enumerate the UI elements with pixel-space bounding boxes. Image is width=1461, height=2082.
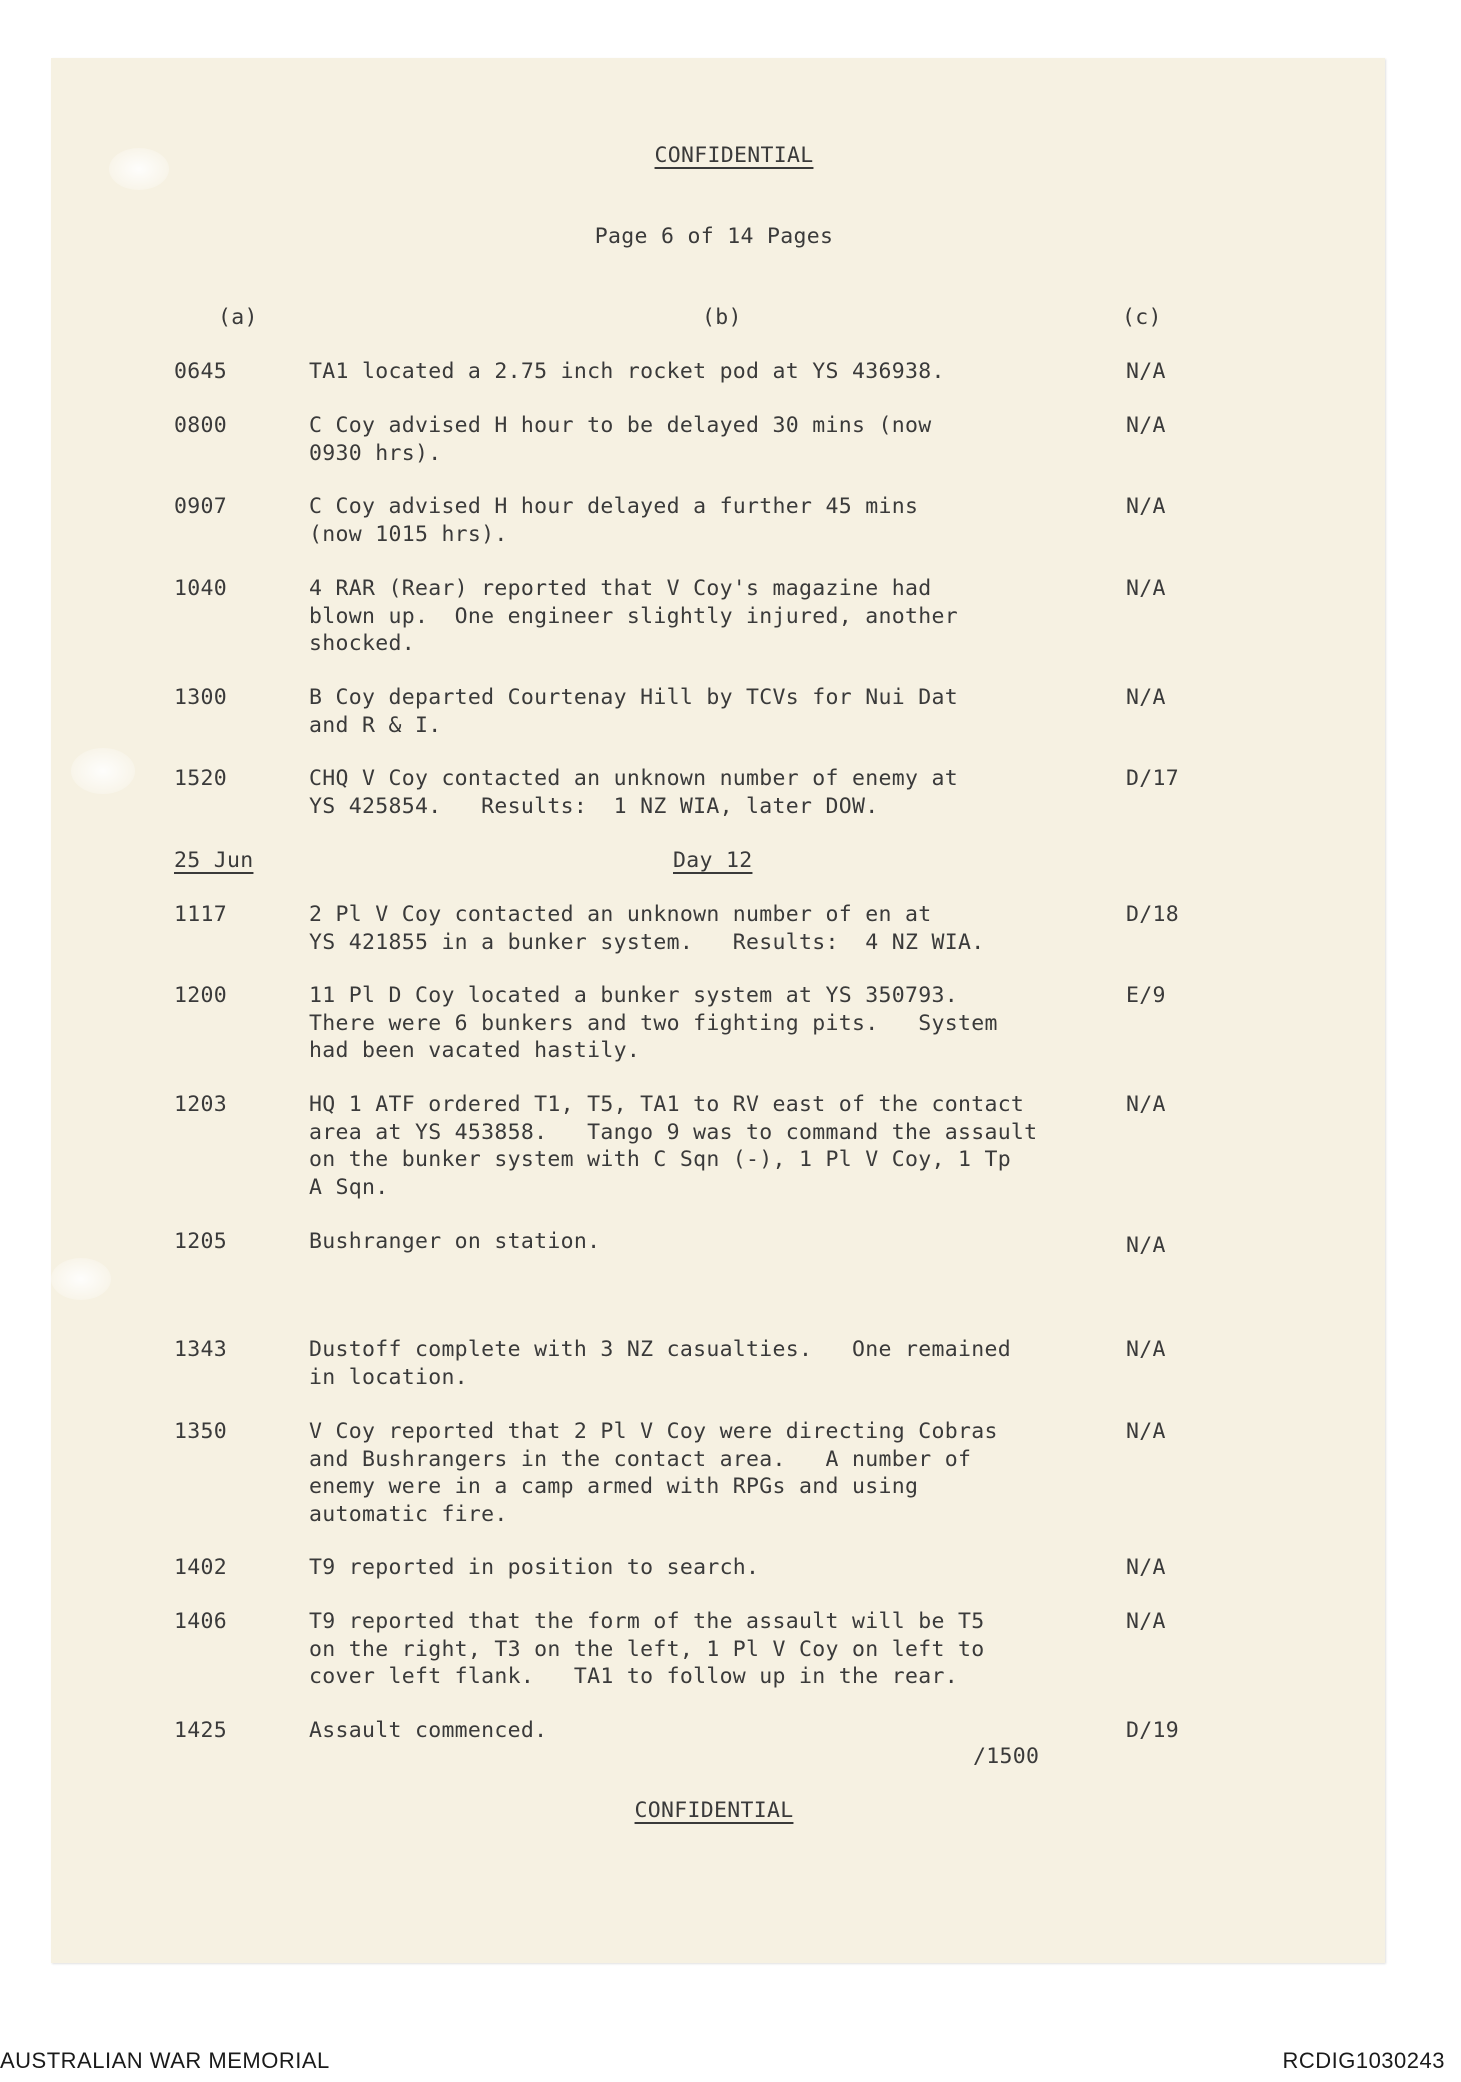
entry-text: V Coy reported that 2 Pl V Coy were directing Cobras and Bushrangers in the contact area. A number of enemy were in a camp armed with RPGs and using automatic fire. xyxy=(309,1419,998,1527)
paper-mark xyxy=(51,1258,111,1300)
column-header-b: (b) xyxy=(702,305,742,330)
entry-ref: E/9 xyxy=(1126,983,1166,1008)
entry-time: 0800 xyxy=(174,413,227,438)
entry-time: 1350 xyxy=(174,1419,227,1444)
entry-ref: N/A xyxy=(1126,1555,1166,1580)
entry-text: Dustoff complete with 3 NZ casualties. One remained in location. xyxy=(309,1337,1011,1390)
entry-ref: D/19 xyxy=(1126,1718,1179,1743)
entry-text: 11 Pl D Coy located a bunker system at YS 350793. There were 6 bunkers and two fighting pits. System had been vacated hastily. xyxy=(309,983,998,1063)
entry-ref: N/A xyxy=(1126,1337,1166,1362)
continuation-marker: /1500 xyxy=(973,1744,1040,1769)
day-label: Day 12 xyxy=(673,848,753,873)
entry-text: TA1 located a 2.75 inch rocket pod at YS 436938. xyxy=(309,359,945,384)
entry-text: CHQ V Coy contacted an unknown number of enemy at YS 425854. Results: 1 NZ WIA, later DOW. xyxy=(309,766,958,819)
entry-time: 1425 xyxy=(174,1718,227,1743)
entry-time: 1406 xyxy=(174,1609,227,1634)
entry-text: Assault commenced. xyxy=(309,1718,548,1743)
entry-time: 1300 xyxy=(174,685,227,710)
entry-ref: N/A xyxy=(1126,413,1166,438)
entry-time: 1343 xyxy=(174,1337,227,1362)
entry-time: 1200 xyxy=(174,983,227,1008)
paper-mark xyxy=(109,148,169,190)
entry-text: C Coy advised H hour to be delayed 30 mins (now 0930 hrs). xyxy=(309,413,932,466)
entry-text: T9 reported that the form of the assault will be T5 on the right, T3 on the left, 1 Pl V Coy on left to cover left flank. TA1 to follow up in the rear. xyxy=(309,1609,985,1689)
entry-time: 1520 xyxy=(174,766,227,791)
entry-time: 1117 xyxy=(174,902,227,927)
entry-time: 1040 xyxy=(174,576,227,601)
entry-text: B Coy departed Courtenay Hill by TCVs for Nui Dat and R & I. xyxy=(309,685,958,738)
entry-ref: N/A xyxy=(1126,359,1166,384)
entry-ref: N/A xyxy=(1126,576,1166,601)
entry-time: 1402 xyxy=(174,1555,227,1580)
page-indicator: Page 6 of 14 Pages xyxy=(594,224,834,249)
archive-institution: AUSTRALIAN WAR MEMORIAL xyxy=(0,2048,330,2073)
entry-time: 0645 xyxy=(174,359,227,384)
entry-text: 2 Pl V Coy contacted an unknown number of en at YS 421855 in a bunker system. Results: 4 NZ WIA. xyxy=(309,902,985,955)
paper-mark xyxy=(71,748,135,794)
entry-ref: N/A xyxy=(1126,1419,1166,1444)
entry-text: C Coy advised H hour delayed a further 45 mins (now 1015 hrs). xyxy=(309,494,919,547)
classification-footer: CONFIDENTIAL xyxy=(634,1798,794,1823)
entry-ref: N/A xyxy=(1126,1609,1166,1634)
archive-identifier: RCDIG1030243 xyxy=(1282,2048,1445,2073)
entry-time: 1205 xyxy=(174,1229,227,1254)
entry-ref: D/17 xyxy=(1126,766,1179,791)
entry-text: HQ 1 ATF ordered T1, T5, TA1 to RV east of the contact area at YS 453858. Tango 9 was to command the assault on the bunker system with C Sqn (-), 1 Pl V Coy, 1 Tp A Sqn. xyxy=(309,1092,1038,1200)
column-header-a: (a) xyxy=(218,305,258,330)
entry-ref: N/A xyxy=(1126,494,1166,519)
entry-text: T9 reported in position to search. xyxy=(309,1555,760,1580)
entry-time: 0907 xyxy=(174,494,227,519)
day-date: 25 Jun xyxy=(174,848,254,873)
entry-time: 1203 xyxy=(174,1092,227,1117)
entry-ref: N/A xyxy=(1126,1233,1166,1258)
entry-ref: N/A xyxy=(1126,1092,1166,1117)
entry-text: 4 RAR (Rear) reported that V Coy's magazine had blown up. One engineer slightly injured, another shocked. xyxy=(309,576,958,656)
entry-text: Bushranger on station. xyxy=(309,1229,601,1254)
classification-header: CONFIDENTIAL xyxy=(654,143,814,168)
column-header-c: (c) xyxy=(1122,305,1162,330)
entry-ref: D/18 xyxy=(1126,902,1179,927)
entry-ref: N/A xyxy=(1126,685,1166,710)
